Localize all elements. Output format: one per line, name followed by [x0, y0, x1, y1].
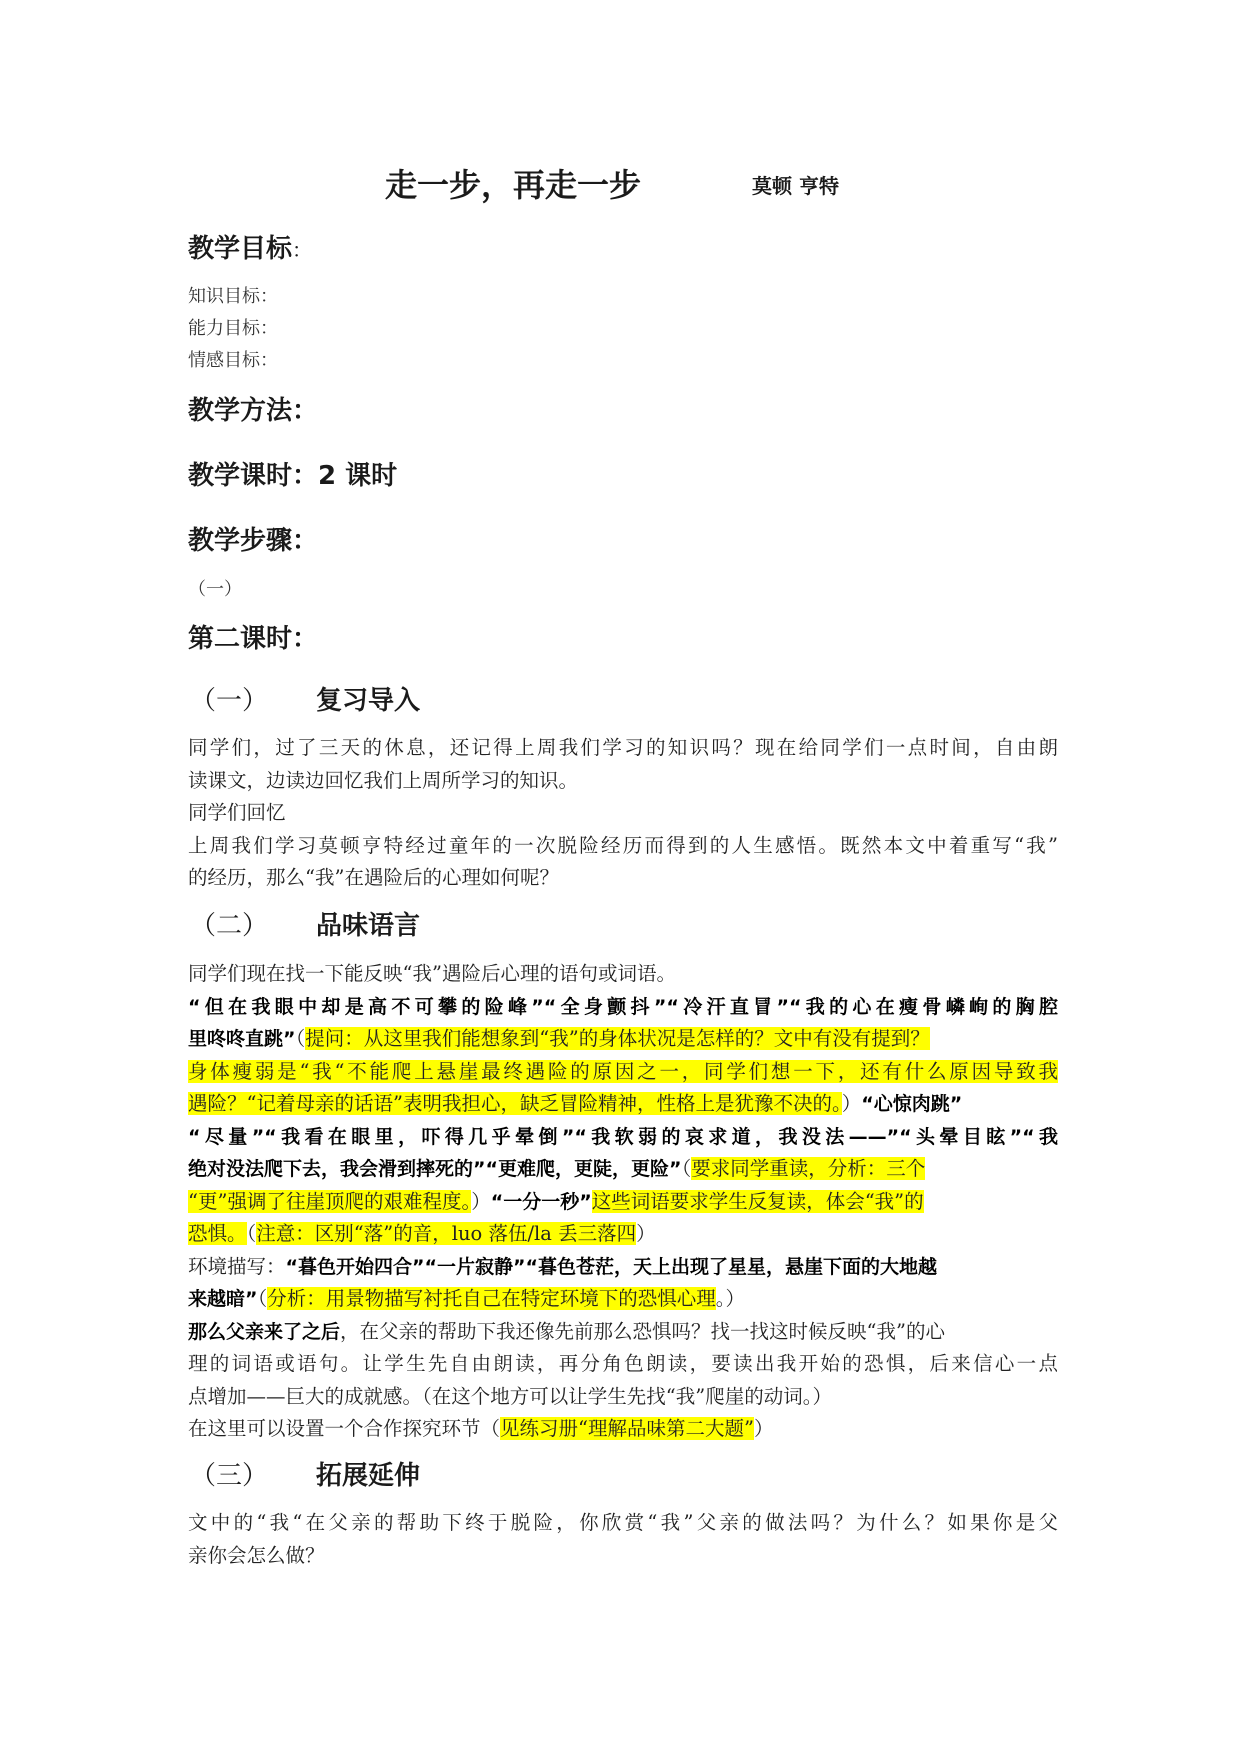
author: 莫顿 亨特 — [752, 174, 839, 198]
title-row — [0, 160, 1241, 204]
section-extension: （三） 拓展延伸 — [190, 1461, 421, 1491]
steps-heading: 教学步骤： — [188, 526, 319, 556]
page-title: 走一步，再走一步 — [385, 166, 642, 204]
section-extension-text: 文中的“我“在父亲的帮助下终于脱险，你欣赏“我”父亲的做法吗？为什么？如果你是父 亲你会怎么做？ — [188, 1511, 1058, 1567]
section-language: （二） 品味语言 — [190, 911, 421, 941]
section-review-text: 同学们，过了三天的休息，还记得上周我们学习的知识吗？现在给同学们一点时间，自由朗 读课文，边读边回忆我们上周所学习的知识。 同学们回忆 上周我们学习莫顿亨特经过童年的一次脱险经历而得到的人生感悟。既然本文中着重写“我” 的经历，那么“我”在遇险后的心理如何呢？ — [188, 736, 1058, 889]
method-heading: 教学方法： — [188, 396, 319, 426]
objective-knowledge: 知识目标： — [188, 286, 278, 307]
objectives-heading: 教学目标： — [188, 234, 313, 264]
section-review: （一） 复习导入 — [190, 686, 421, 716]
section-language-text: 同学们现在找一下能反映“我”遇险后心理的语句或词语。 “但在我眼中却是高不可攀的险峰”“全身颤抖”“冷汗直冒”“我的心在瘦骨嶙峋的胸腔 里咚咚直跳”（提问：从这里我们能想象到“我”的身体状况是怎样的？文中有没有提到？ 身体瘦弱是“我“不能爬上悬崖最终遇险的原因之一，同学们想一下，还有什么原因导致我 遇险？“记着母亲的话语”表明我担心，缺乏冒险精神，性格上是犹豫不决的。）“心惊肉跳” “尽量”“我看在眼里，吓得几乎晕倒”“我软弱的哀求道，我没法——”“头晕目眩”“我 绝对没法爬下去，我会滑到摔死的”“更难爬，更陡，更险”（要求同学重读，分析：三个 “更”强调了往崖顶爬的艰难程度。）“一分一秒”这些词语要求学生反复读，体会“我”的 恐惧。（注意：区别“落”的音，luo 落伍/la 丢三落四） 环境描写：“暮色开始四合”“一片寂静”“暮色苍茫，天上出现了星星，悬崖下面的大地越 来越暗”（分析：用景物描写衬托自己在特定环境下的恐惧心理。） 那么父亲来了之后，在父亲的帮助下我还像先前那么恐惧吗？找一找这时候反映“我”的心 理的词语或语句。让学生先自由朗读，再分角色朗读，要读出我开始的恐惧，后来信心一点 点增加——巨大的成就感。（在这个地方可以让学生先找“我”爬崖的动词。） 在这里可以设置一个合作探究环节（见练习册“理解品味第二大题”） — [188, 962, 1058, 1440]
step-one: （一） — [188, 579, 242, 600]
objective-emotion: 情感目标： — [188, 350, 278, 371]
objective-ability: 能力目标： — [188, 318, 278, 339]
hours-heading: 教学课时：2 课时 — [188, 461, 398, 491]
second-lesson-heading: 第二课时： — [188, 624, 319, 654]
